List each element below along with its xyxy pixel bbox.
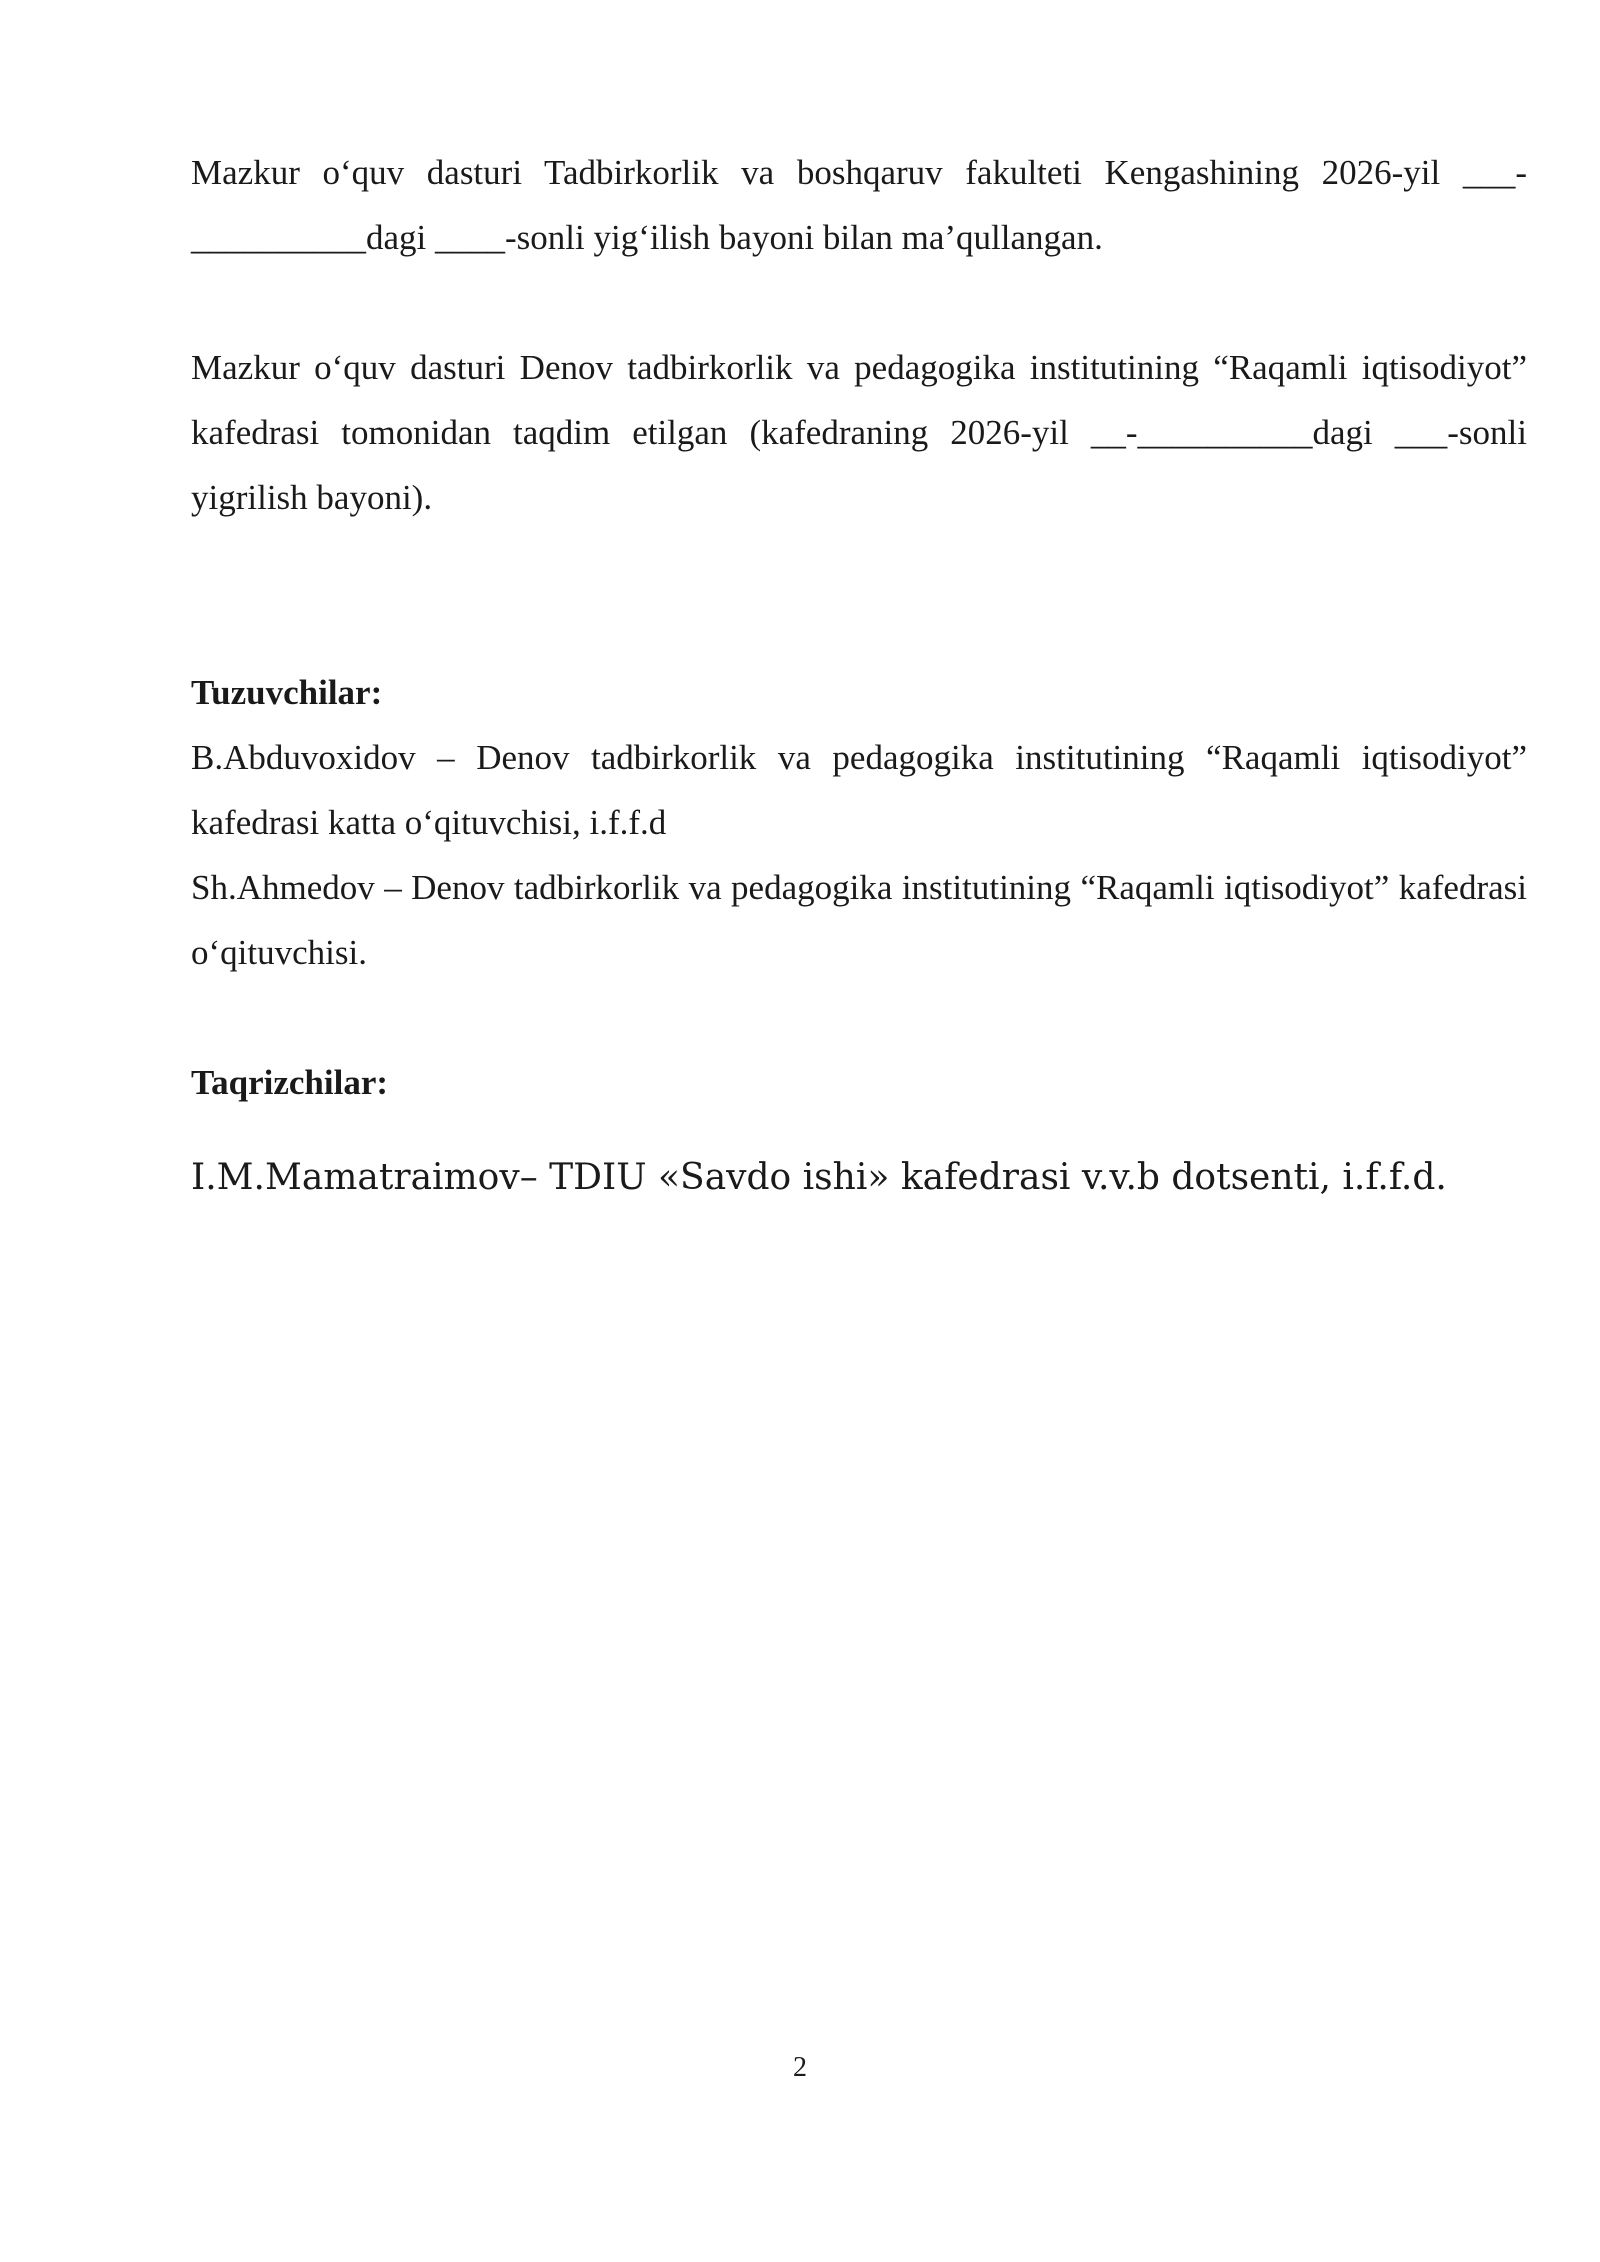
department-paragraph: Mazkur o‘quv dasturi Denov tadbirkorlik va pedagogika institutining “Raqamli iqtisodiyot” kafedrasi tomonidan taqdim etilgan (kafedraning 2026-yil __-__________dagi ___-sonli yigrilish bayoni).: [191, 348, 1527, 517]
document-body: [191, 140, 1527, 1210]
reviewer-entry: I.M.Mamatraimov– TDIU «Savdo ishi» kafedrasi v.v.b dotsenti, i.f.f.d.: [191, 1157, 1447, 1198]
spacer: [191, 530, 1527, 660]
page-number: 2: [793, 2052, 807, 2083]
approval-paragraph: Mazkur o‘quv dasturi Tadbirkorlik va boshqaruv fakulteti Kengashining 2026-yil ___-__________dagi ____-sonli yig‘ilish bayoni bilan ma’qullangan.: [191, 153, 1527, 257]
author-entry: Sh.Ahmedov – Denov tadbirkorlik va pedagogika institutining “Raqamli iqtisodiyot” kafedrasi o‘qituvchisi.: [191, 868, 1527, 972]
spacer: [191, 985, 1527, 1050]
authors-heading: Tuzuvchilar:: [191, 673, 383, 712]
spacer: [191, 270, 1527, 335]
reviewers-heading: Taqrizchilar:: [191, 1063, 389, 1102]
author-entry: B.Abduvoxidov – Denov tadbirkorlik va pedagogika institutining “Raqamli iqtisodiyot” kafedrasi katta o‘qituvchisi, i.f.f.d: [191, 738, 1527, 842]
